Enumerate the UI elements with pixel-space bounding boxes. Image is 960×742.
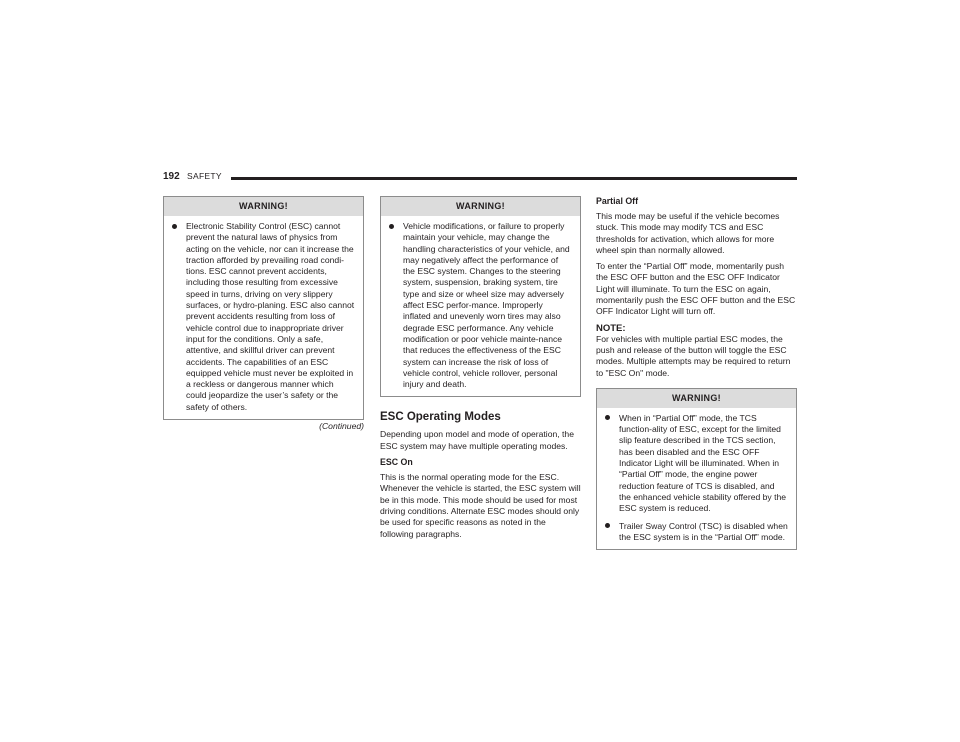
warning-item <box>389 221 572 390</box>
warning-item-text: Vehicle modifications, or failure to properly maintain your vehicle, may change the handling characteristics of your vehicle, and may negatively affect the performance of the ESC system. Changes to the steering system, suspension, braking system, tire type and size or wheel size may adversely affect ESC perfor-mance. Improperly inflated and unevenly worn tires may also degrade ESC performance. Any vehicle modification or poor vehicle mainte-nance that reduces the effectiveness of the ESC system can increase the risk of loss of vehicle control, vehicle rollover, personal injury and death. <box>403 221 570 390</box>
bullet-icon <box>172 224 177 229</box>
section-heading: ESC Operating Modes <box>380 411 501 424</box>
intro-paragraph: Depending upon model and mode of operation, the ESC system may have multiple operating modes. <box>380 429 574 451</box>
warning-item-text: Trailer Sway Control (TSC) is disabled when the ESC system is in the “Partial Off” mode. <box>619 520 788 542</box>
note-text: For vehicles with multiple partial ESC modes, the push and release of the button will toggle the ESC modes. Multiple attempts may be required to return to "ESC On" mode. <box>596 333 791 378</box>
column-3 <box>596 196 797 550</box>
section-title: SAFETY <box>187 171 222 181</box>
partial-off-paragraph-1: This mode may be useful if the vehicle becomes stuck. This mode may modify TCS and ESC thresholds for activation, which allows for more wheel spin than normally allowed. <box>596 211 780 255</box>
warning-item <box>605 413 788 515</box>
warning-body <box>164 216 363 419</box>
note-label: NOTE: <box>596 322 626 334</box>
warning-title: WARNING! <box>597 389 796 408</box>
warning-item <box>172 221 355 413</box>
column-2 <box>380 196 581 545</box>
page-number: 192 <box>163 171 180 182</box>
warning-box <box>596 388 797 550</box>
column-1 <box>163 196 364 432</box>
warning-title: WARNING! <box>164 197 363 216</box>
continued-label: (Continued) <box>319 421 364 432</box>
page-header <box>163 171 797 187</box>
bullet-icon <box>605 415 610 420</box>
warning-body <box>381 216 580 396</box>
subheading-partial-off: Partial Off <box>596 196 639 206</box>
bullet-icon <box>605 523 610 528</box>
warning-body <box>597 408 796 549</box>
bullet-icon <box>389 224 394 229</box>
warning-box <box>380 196 581 397</box>
subheading-esc-on: ESC On <box>380 457 413 468</box>
esc-on-paragraph: This is the normal operating mode for the ESC. Whenever the vehicle is started, the ESC system will be in this mode. This mode should be used for most driving conditions. Alternate ESC modes should only be used for specific reasons as noted in the following paragraphs. <box>380 472 581 539</box>
warning-title: WARNING! <box>381 197 580 216</box>
warning-item-text: Electronic Stability Control (ESC) cannot prevent the natural laws of physics from acting on the vehicle, nor can it increase the traction afforded by prevailing road condi-tions. ESC cannot prevent accidents, including those resulting from excessive speed in turns, driving on very slippery surfaces, or hydro-planing. ESC also cannot prevent accidents resulting from loss of vehicle control due to inappropriate driver input for the conditions. Only a safe, attentive, and skillful driver can prevent accidents. The capabilities of an ESC equipped vehicle must never be exploited in a reckless or dangerous manner which could jeopardize the user’s safety or the safety of others. <box>186 221 355 412</box>
warning-item <box>605 521 788 544</box>
partial-off-paragraph-2: To enter the “Partial Off” mode, momentarily push the ESC OFF button and the ESC OFF Indicator Light will illuminate. To turn the ESC on again, momentarily push the ESC OFF button and the ESC OFF Indicator Light will turn off. <box>596 261 796 317</box>
warning-box <box>163 196 364 420</box>
header-rule <box>231 177 797 180</box>
warning-item-text: When in “Partial Off” mode, the TCS function-ality of ESC, except for the limited slip feature described in the TCS section, has been disabled and the ESC OFF Indicator Light will be illuminated. When in “Partial Off” mode, the engine power reduction feature of TCS is disabled, and the enhanced vehicle stability offered by the ESC system is reduced. <box>619 412 787 514</box>
